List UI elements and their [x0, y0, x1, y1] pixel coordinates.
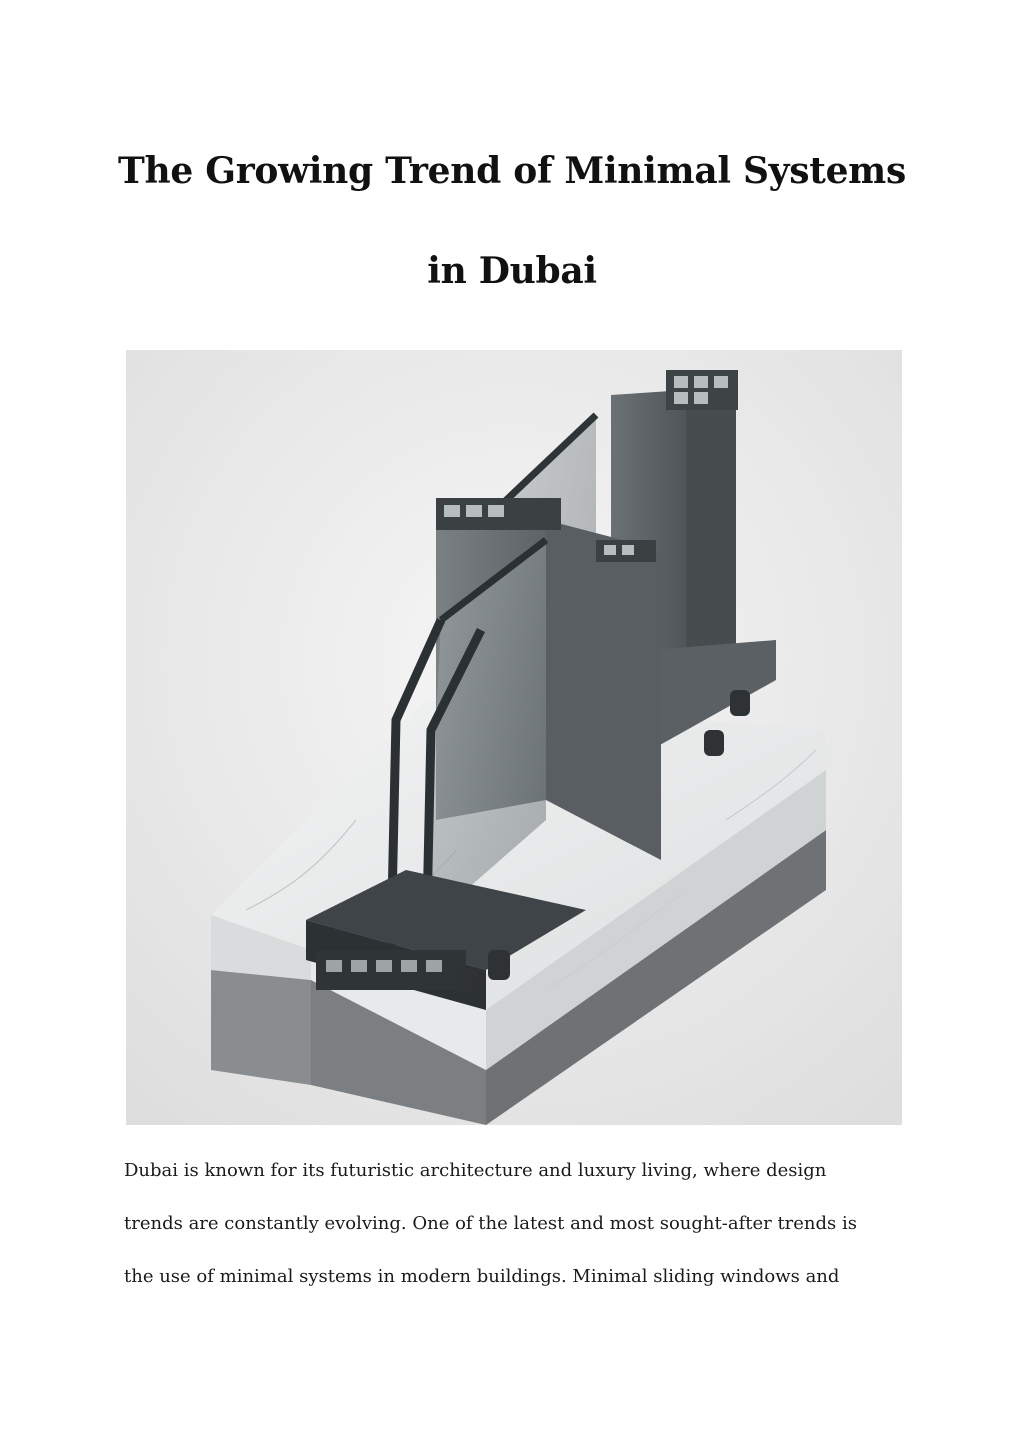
body-text-line: Dubai is known for its futuristic architecture and luxury living, where design: [124, 1160, 827, 1181]
body-text-line: trends are constantly evolving. One of the latest and most sought-after trends is: [124, 1213, 857, 1234]
body-text-line: the use of minimal systems in modern buildings. Minimal sliding windows and: [124, 1266, 840, 1287]
sliding-window-profile-image: [126, 350, 902, 1125]
page-title-line-2: in Dubai: [427, 250, 597, 292]
page-title-line-1: The Growing Trend of Minimal Systems: [118, 150, 906, 192]
